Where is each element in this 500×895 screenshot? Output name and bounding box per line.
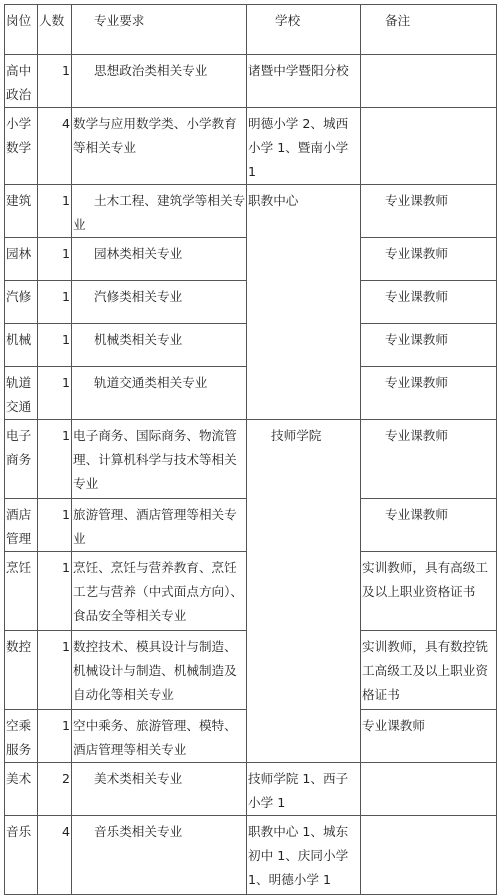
school-cell: 诸暨中学暨阳分校 (247, 55, 361, 108)
count-cell: 4 (38, 108, 72, 185)
major-cell: 空中乘务、旅游管理、模特、酒店管理等相关专业 (72, 710, 247, 763)
table-row (5, 420, 497, 499)
school-cell: 职教中心 1、城东初中 1、庆同小学 1、明德小学 1 (247, 816, 361, 895)
post-cell: 电子商务 (5, 420, 38, 499)
major-text: 土木工程、建筑学等相关专业 (73, 193, 246, 232)
remark-cell: 专业课教师 (361, 324, 497, 367)
major-cell (72, 185, 247, 238)
count-cell: 1 (38, 420, 72, 499)
major-cell: 电子商务、国际商务、物流管理、计算机科学与技术等相关专业 (72, 420, 247, 499)
post-cell: 小学数学 (5, 108, 38, 185)
remark-cell: 专业课教师 (361, 185, 497, 238)
school-cell: 技师学院 1、西子小学 1 (247, 763, 361, 816)
header-major: 专业要求 (72, 5, 247, 55)
post-cell: 空乘服务 (5, 710, 38, 763)
post-cell: 轨道交通 (5, 367, 38, 420)
major-cell: 数控技术、模具设计与制造、机械设计与制造、机械制造及自动化等相关专业 (72, 631, 247, 710)
remark-cell: 专业课教师 (361, 238, 497, 281)
header-remark: 备注 (361, 5, 497, 55)
table-row (5, 763, 497, 816)
count-cell: 1 (38, 281, 72, 324)
remark-cell (361, 55, 497, 108)
count-cell: 1 (38, 631, 72, 710)
table-row (5, 55, 497, 108)
remark-cell: 实训教师，具有高级工及以上职业资格证书 (361, 552, 497, 631)
post-cell: 高中政治 (5, 55, 38, 108)
major-cell: 园林类相关专业 (72, 238, 247, 281)
count-cell: 1 (38, 55, 72, 108)
remark-cell: 专业课教师 (361, 367, 497, 420)
table-row (5, 185, 497, 238)
major-cell: 数学与应用数学类、小学教育等相关专业 (72, 108, 247, 185)
post-cell: 酒店管理 (5, 499, 38, 552)
post-cell: 美术 (5, 763, 38, 816)
remark-cell: 专业课教师 (361, 420, 497, 499)
table-row (5, 816, 497, 895)
remark-cell (361, 108, 497, 185)
school-cell: 职教中心 (247, 185, 361, 420)
post-cell: 园林 (5, 238, 38, 281)
count-cell: 2 (38, 763, 72, 816)
remark-cell (361, 816, 497, 895)
post-cell: 音乐 (5, 816, 38, 895)
major-cell: 轨道交通类相关专业 (72, 367, 247, 420)
post-cell: 机械 (5, 324, 38, 367)
major-cell: 美术类相关专业 (72, 763, 247, 816)
post-cell: 数控 (5, 631, 38, 710)
header-post: 岗位 (5, 5, 38, 55)
major-cell: 思想政治类相关专业 (72, 55, 247, 108)
count-cell: 1 (38, 367, 72, 420)
major-cell: 汽修类相关专业 (72, 281, 247, 324)
post-cell: 烹饪 (5, 552, 38, 631)
school-cell: 技师学院 (247, 420, 361, 763)
count-cell: 1 (38, 238, 72, 281)
remark-cell: 实训教师，具有数控铣工高级工及以上职业资格证书 (361, 631, 497, 710)
post-cell: 建筑 (5, 185, 38, 238)
header-school: 学校 (247, 5, 361, 55)
school-cell: 明德小学 2、城西小学 1、暨南小学 1 (247, 108, 361, 185)
remark-cell: 专业课教师 (361, 499, 497, 552)
major-cell: 旅游管理、酒店管理等相关专业 (72, 499, 247, 552)
table-header-row (5, 5, 497, 55)
table-row (5, 108, 497, 185)
count-cell: 1 (38, 185, 72, 238)
major-cell: 音乐类相关专业 (72, 816, 247, 895)
remark-cell: 专业课教师 (361, 710, 497, 763)
count-cell: 4 (38, 816, 72, 895)
count-cell: 1 (38, 552, 72, 631)
remark-cell (361, 763, 497, 816)
header-count: 人数 (38, 5, 72, 55)
count-cell: 1 (38, 499, 72, 552)
recruitment-table (4, 4, 497, 895)
count-cell: 1 (38, 710, 72, 763)
count-cell: 1 (38, 324, 72, 367)
remark-cell: 专业课教师 (361, 281, 497, 324)
major-cell: 烹饪、烹饪与营养教育、烹饪工艺与营养（中式面点方向）、食品安全等相关专业 (72, 552, 247, 631)
major-cell: 机械类相关专业 (72, 324, 247, 367)
post-cell: 汽修 (5, 281, 38, 324)
